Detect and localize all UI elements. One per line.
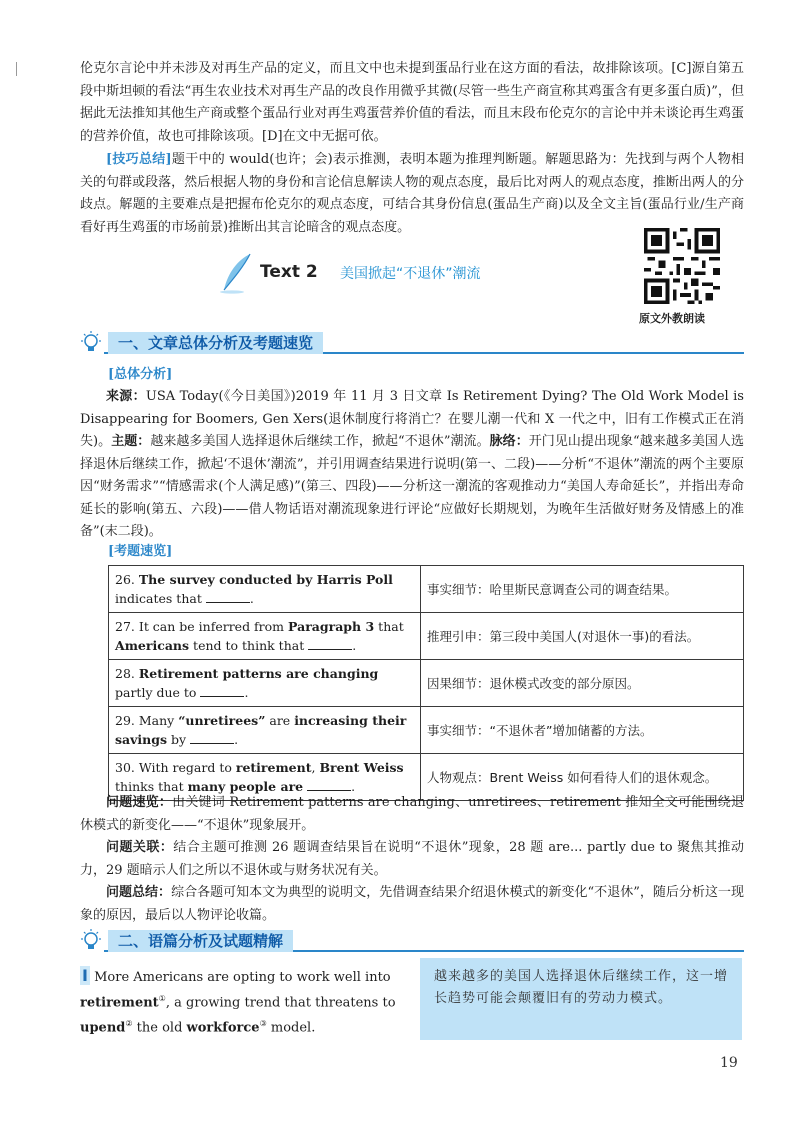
question-table [108, 565, 744, 801]
lightbulb-icon [78, 330, 104, 356]
section-header-discourse [78, 928, 744, 954]
question-type-cell: 推理引申：第三段中美国人(对退休一事)的看法。 [421, 613, 744, 660]
label-context: 脉络： [489, 434, 529, 449]
paragraph-number: I [82, 966, 88, 985]
question-type-cell: 事实细节：哈里斯民意调查公司的调查结果。 [421, 566, 744, 613]
overall-tag-line [108, 364, 744, 387]
table-row [109, 660, 744, 707]
label-theme: 主题： [111, 434, 151, 449]
table-row [109, 566, 744, 613]
section-title: 一、文章总体分析及考题速览 [108, 332, 323, 354]
text-label: Text 2 [260, 262, 318, 282]
table-row [109, 707, 744, 754]
answer-blank [206, 591, 250, 603]
text-header [218, 252, 548, 294]
table-row [109, 613, 744, 660]
answer-blank [308, 638, 352, 650]
question-cell: 29. Many “unretirees” are increasing their savings by . [109, 707, 421, 754]
label-quick-view: 问题速览： [106, 795, 173, 810]
theme-text: 越来越多美国人选择退休后继续工作，掀起“不退休”潮流。 [150, 434, 490, 449]
margin-mark [16, 62, 17, 76]
question-type-cell: 事实细节：“不退休者”增加储蓄的方法。 [421, 707, 744, 754]
overall-tag: [总体分析] [108, 367, 173, 382]
question-analysis: 问题速览：由关键词 Retirement patterns are changing、unretirees、retirement 推知全文可能围绕退休模式的新变化——“不退休”现象展开。 问题关联：结合主题可推测 26 题调查结果旨在说明“不退休”现象，28 题 are... partly due to 聚焦其推动力，29 题暗示人们之所以不退休或与财务状况有关。 问题总结：综合各题可知本文为典型的说明文，先借调查结果介绍退休模式的新变化“不退休”，随后分析这一现象的原因，最后以人物评论收篇。 [80, 795, 744, 923]
continued-explanation [80, 58, 744, 148]
question-cell: 30. With regard to retirement, Brent Weiss thinks that many people are . [109, 754, 421, 801]
explanation-paragraph: 伦克尔言论中并未涉及对再生产品的定义，而且文中也未提到蛋品行业在这方面的看法，故排除该项。[C]源自第五段中斯坦顿的看法“再生农业技术对再生产品的改良作用微乎其微(尽管一些生产商宣称其鸡蛋含有更多蛋白质)”，但据此无法推知其他生产商或整个蛋品行业对再生鸡蛋营养价值的看法，而且末段布伦克尔的言论中并未谈论再生鸡蛋的营养价值，故也可排除该项。[D]在文中无据可依。 [80, 61, 744, 144]
section-header-overview [78, 330, 744, 356]
quick-tag: [考题速览] [108, 544, 173, 559]
context-text: 开门见山提出现象“越来越多美国人选择退休后继续工作，掀起‘不退休’潮流”，并引用调查结果进行说明(第一、二段)——分析“不退休”潮流的两个主要原因“财务需求”“情感需求(个人满足感)”(第三、四段)——分析这一潮流的客观推动力“美国人寿命延长”，并指出寿命延长的影响(第五、六段)——借人物话语对潮流现象进行评论“应做好长期规划，为晚年生活做好财务及情感上的准备”(末二段)。 [80, 434, 744, 539]
answer-blank [307, 779, 351, 791]
translation-box: 越来越多的美国人选择退休后继续工作，这一增长趋势可能会颠覆旧有的劳动力模式。 [420, 958, 742, 1040]
question-cell: 26. The survey conducted by Harris Poll indicates that . [109, 566, 421, 613]
question-type-cell: 人物观点：Brent Weiss 如何看待人们的退休观念。 [421, 754, 744, 801]
label-source: 来源： [106, 389, 146, 404]
question-cell: 27. It can be inferred from Paragraph 3 that Americans tend to think that . [109, 613, 421, 660]
quill-icon [218, 252, 254, 294]
lightbulb-icon [78, 928, 104, 954]
question-type-cell: 因果细节：退休模式改变的部分原因。 [421, 660, 744, 707]
section-title: 二、语篇分析及试题精解 [108, 930, 293, 952]
tip-body: 题干中的 would(也许；会)表示推测，表明本题为推理判断题。解题思路为：先找到与两个人物相关的句群或段落，然后根据人物的身份和言论信息解读人物的观点态度，最后比对两人的观点态度，推断出两人的分歧点。解题的主要难点是把握布伦克尔的观点态度，可结合其身份信息(蛋品生产商)以及全文主旨(蛋品行业/生产商看好再生鸡蛋的市场前景)推断出其言论暗含的观点态度。 [80, 152, 744, 235]
tip-summary [80, 149, 744, 239]
answer-blank [200, 685, 244, 697]
label-relation: 问题关联： [106, 840, 174, 855]
answer-blank [190, 732, 234, 744]
qr-caption: 原文外教朗读 [639, 312, 705, 325]
text-subtitle: 美国掀起“不退休”潮流 [340, 266, 481, 282]
qr-code-icon[interactable] [644, 228, 720, 304]
english-passage: I More Americans are opting to work well into retirement①, a growing trend that threatens to upend② the old workforce③ model. [80, 966, 396, 1036]
label-summary: 问题总结： [106, 885, 172, 900]
tip-tag: [技巧总结] [106, 152, 172, 167]
overall-analysis [80, 386, 744, 544]
source-text: USA Today(《今日美国》)2019 年 11 月 3 日文章 Is Retirement Dying? The Old Work Model is Disappearing for Boomers, Gen Xers(退休制度行将消亡？在婴儿潮一代和 X 一代之中，旧有工作模式正在消失)。 [80, 389, 744, 449]
question-cell: 28. Retirement patterns are changing partly due to . [109, 660, 421, 707]
quick-tag-line [108, 541, 744, 564]
page-number: 19 [720, 1055, 738, 1071]
